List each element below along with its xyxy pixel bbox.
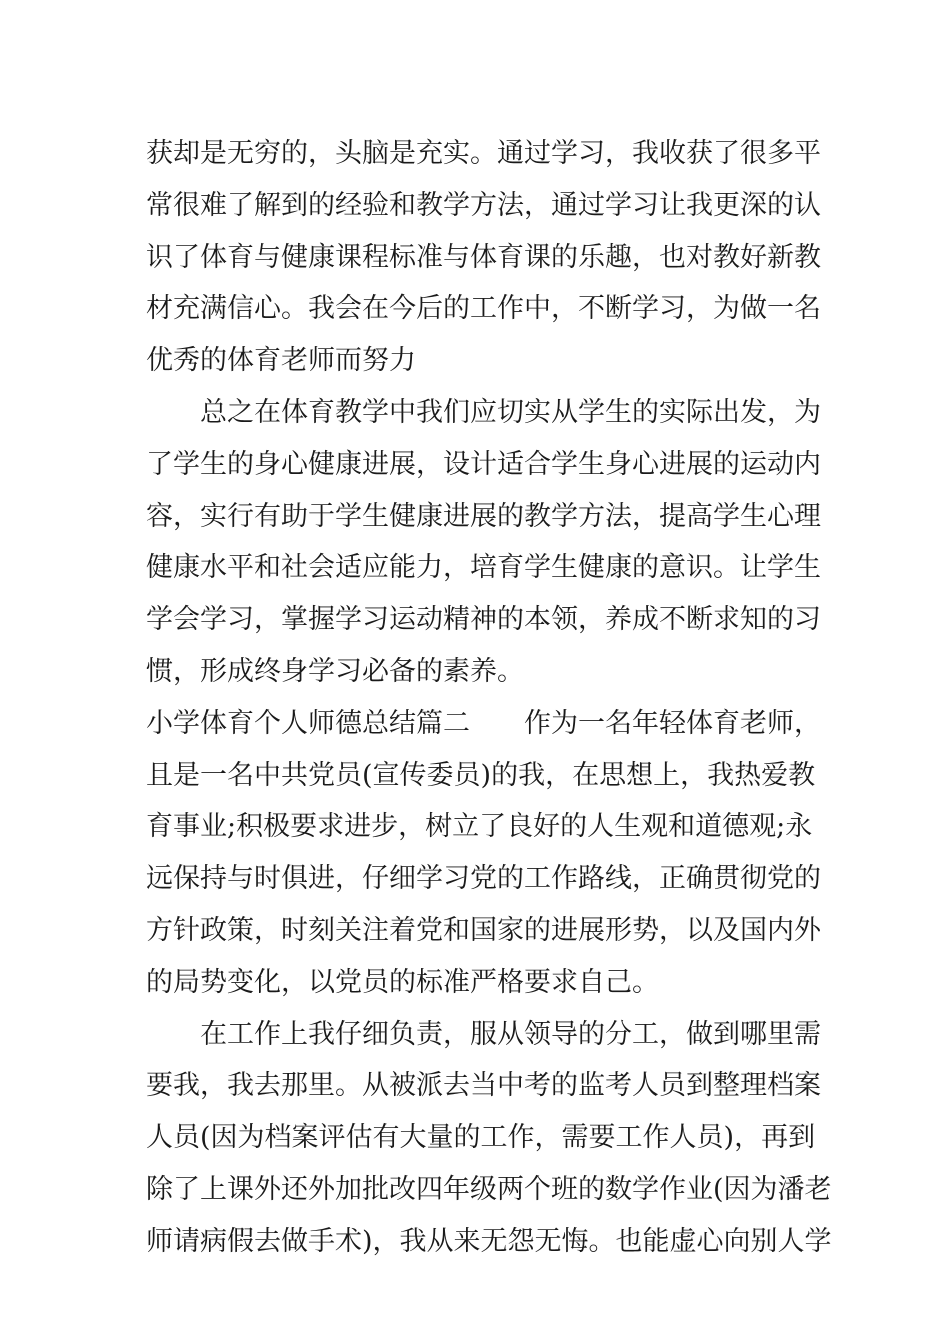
text-line: 育事业;积极要求进步，树立了良好的人生观和道德观;永 xyxy=(146,811,813,843)
text-line: 人员(因为档案评估有大量的工作，需要工作人员)，再到 xyxy=(146,1122,816,1154)
text-line: 除了上课外还外加批改四年级两个班的数学作业(因为潘老 xyxy=(146,1173,832,1205)
text-line: 材充满信心。我会在今后的工作中，不断学习，为做一名 xyxy=(146,293,821,325)
text-line: 学会学习，掌握学习运动精神的本领，养成不断求知的习 xyxy=(146,604,821,636)
section-heading-line: 小学体育个人师德总结篇二 作为一名年轻体育老师， xyxy=(146,707,821,739)
text-line: 方针政策，时刻关注着党和国家的进展形势，以及国内外 xyxy=(146,914,821,946)
text-line: 了学生的身心健康进展，设计适合学生身心进展的运动内 xyxy=(146,448,821,480)
paragraph-first-line: 在工作上我仔细负责，服从领导的分工，做到哪里需 xyxy=(200,1018,821,1050)
text-line: 且是一名中共党员(宣传委员)的我，在思想上，我热爱教 xyxy=(146,759,816,791)
text-line: 要我，我去那里。从被派去当中考的监考人员到整理档案 xyxy=(146,1070,821,1102)
text-line: 的局势变化，以党员的标准严格要求自己。 xyxy=(146,966,659,998)
document-body xyxy=(146,128,832,1268)
text-line: 容，实行有助于学生健康进展的教学方法，提高学生心理 xyxy=(146,500,821,532)
text-line: 获却是无穷的，头脑是充实。通过学习，我收获了很多平 xyxy=(146,138,821,169)
paragraph-first-line: 总之在体育教学中我们应切实从学生的实际出发，为 xyxy=(200,396,821,428)
text-line: 优秀的体育老师而努力 xyxy=(146,345,416,377)
text-line: 常很难了解到的经验和教学方法，通过学习让我更深的认 xyxy=(146,189,821,221)
text-line: 识了体育与健康课程标准与体育课的乐趣，也对教好新教 xyxy=(146,241,821,273)
text-line: 师请病假去做手术)，我从来无怨无悔。也能虚心向别人学 xyxy=(146,1225,832,1257)
text-line: 远保持与时俱进，仔细学习党的工作路线，正确贯彻党的 xyxy=(146,863,821,895)
text-line: 健康水平和社会适应能力，培育学生健康的意识。让学生 xyxy=(146,552,821,584)
text-line: 惯，形成终身学习必备的素养。 xyxy=(146,655,524,687)
